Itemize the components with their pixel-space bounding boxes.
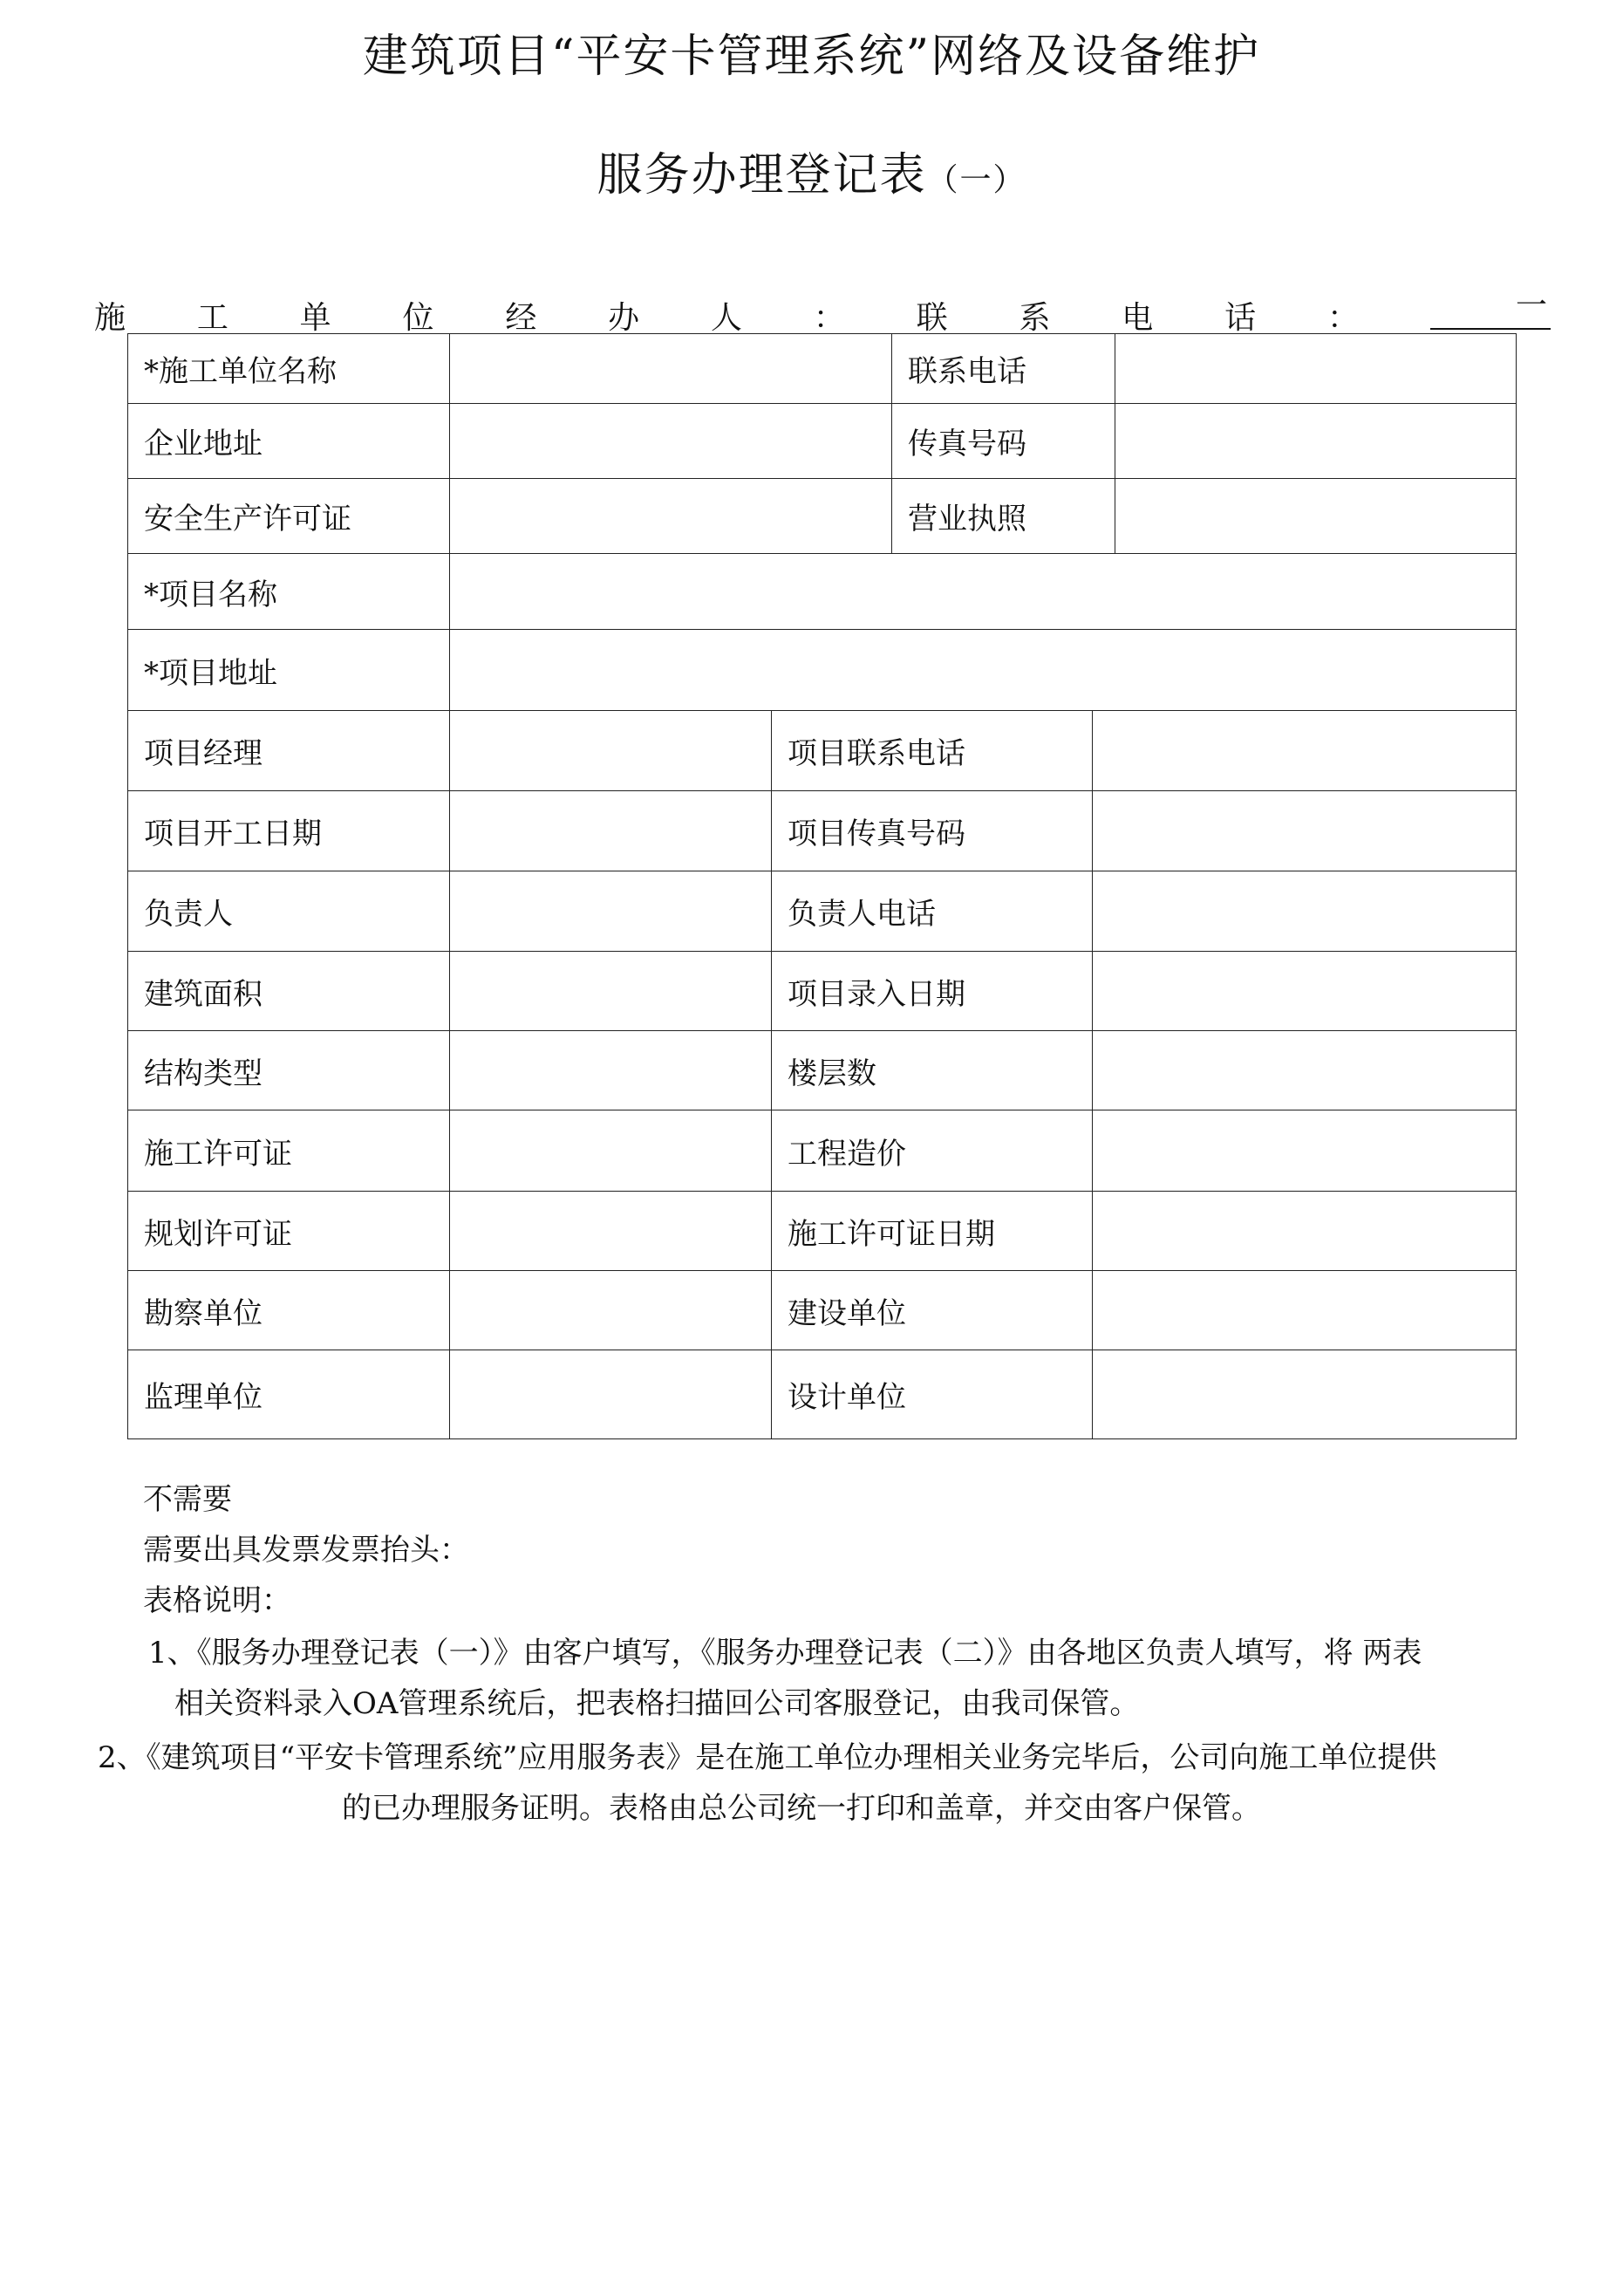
row-label: 传真号码 [892, 404, 1115, 479]
table-row [128, 791, 1517, 871]
table-row [128, 554, 1517, 630]
value-field[interactable] [1093, 1192, 1517, 1271]
value-field[interactable] [450, 952, 772, 1031]
value-field[interactable] [1093, 952, 1517, 1031]
row-label: 设计单位 [772, 1350, 1093, 1439]
contact-dash: 一 [1516, 288, 1548, 324]
value-field[interactable] [450, 1110, 772, 1192]
form-title-suffix: （一） [926, 162, 1026, 198]
row-label: *项目名称 [128, 554, 450, 630]
contact-char: 办 [608, 300, 640, 336]
value-field[interactable] [450, 479, 892, 554]
contact-char: 经 [505, 300, 537, 336]
value-field[interactable] [450, 1192, 772, 1271]
contact-char: ： [813, 300, 845, 336]
row-label: 项目传真号码 [772, 791, 1093, 871]
value-field[interactable] [1093, 871, 1517, 952]
value-field[interactable] [450, 791, 772, 871]
explanation-title: 表格说明： [143, 1583, 291, 1618]
contact-char: 人 [710, 300, 742, 336]
row-label: 项目录入日期 [772, 952, 1093, 1031]
table-row [128, 711, 1517, 791]
value-field[interactable] [1115, 479, 1517, 554]
table-row [128, 1110, 1517, 1192]
row-label: 规划许可证 [128, 1192, 450, 1271]
contact-char: 位 [402, 300, 434, 336]
table-row [128, 630, 1517, 711]
value-field[interactable] [450, 1350, 772, 1439]
value-field[interactable] [1093, 791, 1517, 871]
value-field[interactable] [1115, 404, 1517, 479]
contact-char: 施 [94, 300, 126, 336]
value-field[interactable] [450, 630, 1517, 711]
note-item-1-line-2: 相关资料录入OA管理系统后，把表格扫描回公司客服登记，由我司保管。 [174, 1686, 1140, 1721]
value-field[interactable] [450, 334, 892, 404]
contact-char: 话 [1224, 300, 1257, 336]
row-label: 建设单位 [772, 1271, 1093, 1350]
row-label: 安全生产许可证 [128, 479, 450, 554]
table-row [128, 334, 1517, 404]
value-field[interactable] [1093, 711, 1517, 791]
row-label: 企业地址 [128, 404, 450, 479]
value-field[interactable] [450, 554, 1517, 630]
row-label: 结构类型 [128, 1031, 450, 1110]
value-field[interactable] [450, 404, 892, 479]
contact-char: 工 [196, 300, 228, 336]
table-row [128, 1192, 1517, 1271]
row-label: 项目联系电话 [772, 711, 1093, 791]
value-field[interactable] [450, 1271, 772, 1350]
row-label: 营业执照 [892, 479, 1115, 554]
note-item-2-line-2: 的已办理服务证明。表格由总公司统一打印和盖章，并交由客户保管。 [342, 1791, 1261, 1826]
company-info-table [127, 333, 1517, 711]
table-row [128, 1350, 1517, 1439]
form-title-line1: 建筑项目“平安卡管理系统”网络及设备维护 [362, 31, 1261, 83]
value-field[interactable] [1115, 334, 1517, 404]
value-field[interactable] [1093, 1350, 1517, 1439]
table-row [128, 952, 1517, 1031]
row-label: 建筑面积 [128, 952, 450, 1031]
value-field[interactable] [450, 1031, 772, 1110]
form-title-main: 服务办理登记表 [597, 149, 927, 202]
row-label: 项目开工日期 [128, 791, 450, 871]
value-field[interactable] [1093, 1110, 1517, 1192]
value-field[interactable] [1093, 1271, 1517, 1350]
form-title-line2 [0, 138, 1623, 203]
row-label: 工程造价 [772, 1110, 1093, 1192]
contact-char: 系 [1019, 300, 1051, 336]
row-label: 施工许可证 [128, 1110, 450, 1192]
row-label: 负责人电话 [772, 871, 1093, 952]
value-field[interactable] [450, 871, 772, 952]
contact-char: 电 [1122, 300, 1154, 336]
row-label: 楼层数 [772, 1031, 1093, 1110]
table-row [128, 1031, 1517, 1110]
table-row [128, 871, 1517, 952]
contact-char: 联 [916, 300, 948, 336]
row-label: *施工单位名称 [128, 334, 450, 404]
note-item-1-line-1: 1、《服务办理登记表（一）》由客户填写，《服务办理登记表（二）》由各地区负责人填写，将 两表 [148, 1636, 1422, 1671]
contact-char: 单 [299, 300, 331, 336]
table-row [128, 404, 1517, 479]
row-label: 监理单位 [128, 1350, 450, 1439]
row-label: 项目经理 [128, 711, 450, 791]
note-item-2-line-1: 2、《建筑项目“平安卡管理系统”应用服务表》是在施工单位办理相关业务完毕后，公司向施工单位提供 [98, 1740, 1437, 1775]
row-label: 联系电话 [892, 334, 1115, 404]
project-info-table [127, 710, 1517, 1439]
row-label: 勘察单位 [128, 1271, 450, 1350]
row-label: 负责人 [128, 871, 450, 952]
contact-char: ： [1326, 300, 1359, 336]
table-row [128, 479, 1517, 554]
table-row [128, 1271, 1517, 1350]
row-label: *项目地址 [128, 630, 450, 711]
value-field[interactable] [450, 711, 772, 791]
value-field[interactable] [1093, 1031, 1517, 1110]
invoice-header-line: 需要出具发票发票抬头： [143, 1533, 469, 1568]
row-label: 施工许可证日期 [772, 1192, 1093, 1271]
notes-section [0, 1474, 1623, 1834]
contact-line [94, 293, 1359, 338]
no-invoice-option: 不需要 [143, 1482, 232, 1517]
